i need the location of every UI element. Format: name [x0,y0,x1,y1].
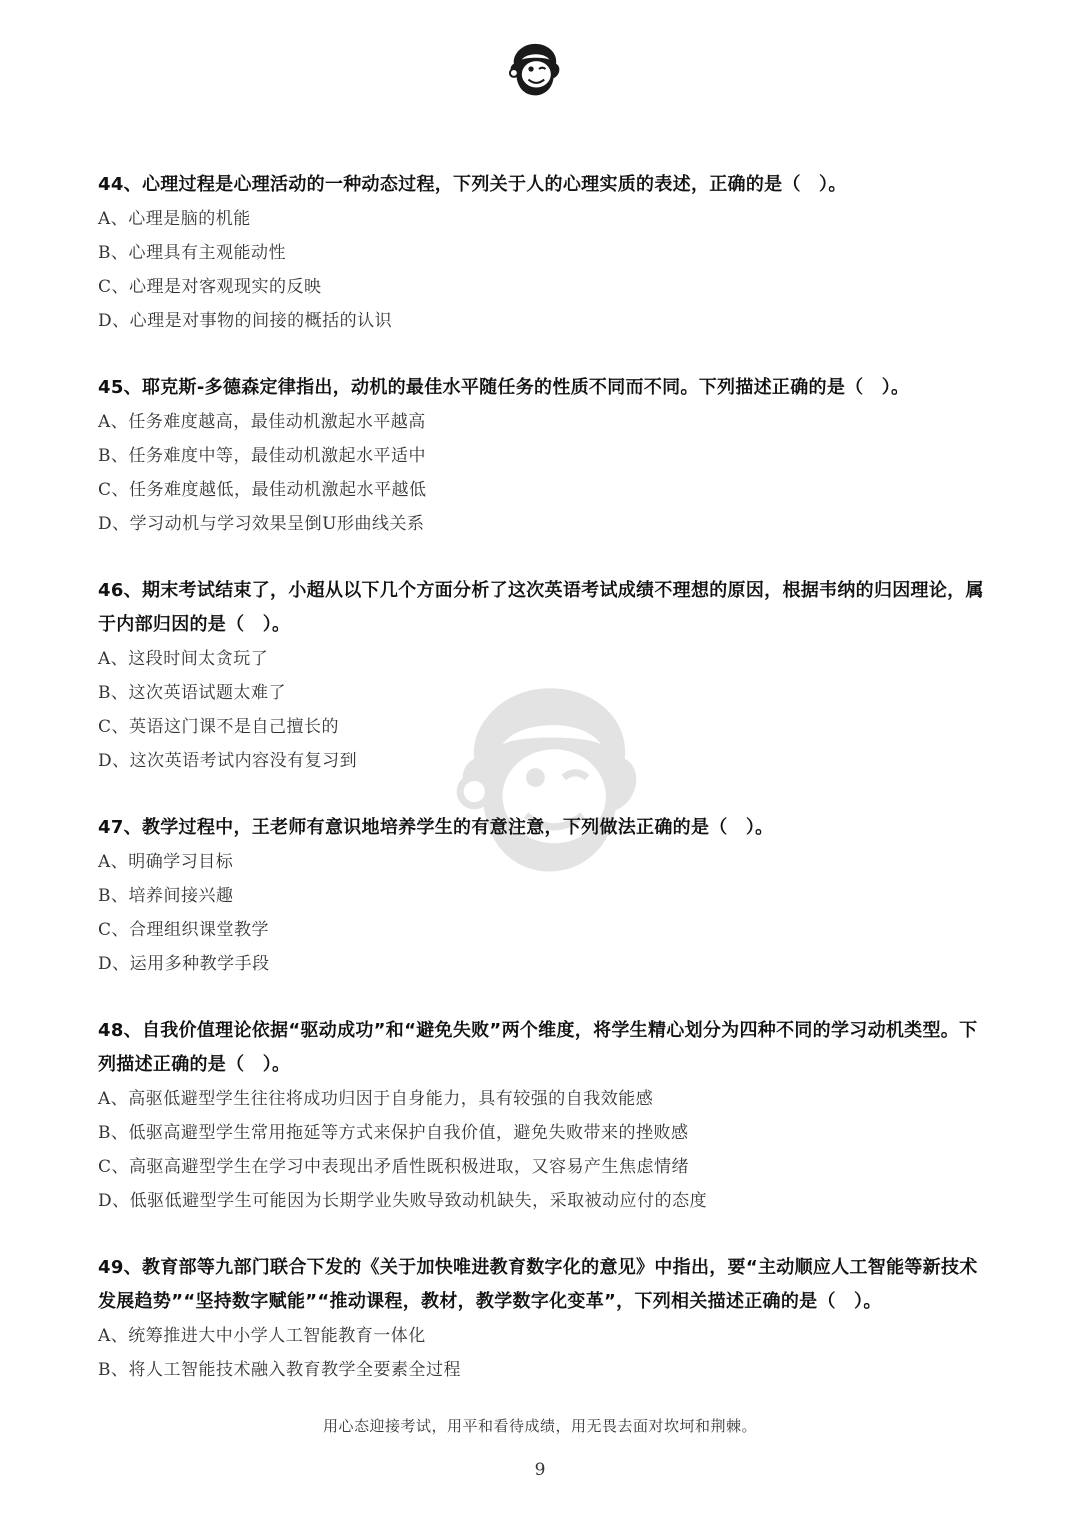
option-list [98,1319,988,1387]
option-list [98,202,988,338]
option-a: A、高驱低避型学生往往将成功归因于自身能力，具有较强的自我效能感 [98,1089,654,1109]
option-c: C、心理是对客观现实的反映 [98,277,322,297]
option-list [98,405,988,541]
option-c: C、英语这门课不是自己擅长的 [98,717,340,737]
monkey-mascot-icon [502,36,568,102]
option-c: C、高驱高避型学生在学习中表现出矛盾性既积极进取，又容易产生焦虑情绪 [98,1157,690,1177]
page-number: 9 [534,1460,546,1480]
option-list [98,1082,988,1218]
option-d: D、低驱低避型学生可能因为长期学业失败导致动机缺失，采取被动应付的态度 [98,1191,708,1211]
question-49 [98,1251,988,1387]
option-b: B、心理具有主观能动性 [98,243,286,263]
question-stem: 49、教育部等九部门联合下发的《关于加快唯进教育数字化的意见》中指出，要“主动顺应人工智能等新技术发展趋势”“坚持数字赋能”“推动课程，教材，教学数字化变革”，下列相关描述正确的是（ ）。 [98,1257,978,1312]
option-a: A、任务难度越高，最佳动机激起水平越高 [98,412,426,432]
option-c: C、合理组织课堂教学 [98,920,270,940]
option-list [98,642,988,778]
question-45 [98,371,988,541]
question-44 [98,168,988,338]
question-48 [98,1014,988,1218]
option-b: B、培养间接兴趣 [98,886,234,906]
option-b: B、低驱高避型学生常用拖延等方式来保护自我价值，避免失败带来的挫败感 [98,1123,689,1143]
option-a: A、明确学习目标 [98,852,234,872]
question-stem: 46、期末考试结束了，小超从以下几个方面分析了这次英语考试成绩不理想的原因，根据韦纳的归因理论，属于内部归因的是（ ）。 [98,580,984,635]
question-stem: 48、自我价值理论依据“驱动成功”和“避免失败”两个维度，将学生精心划分为四种不同的学习动机类型。下列描述正确的是（ ）。 [98,1020,978,1075]
option-a: A、这段时间太贪玩了 [98,649,269,669]
question-stem: 45、耶克斯-多德森定律指出，动机的最佳水平随任务的性质不同而不同。下列描述正确的是（ ）。 [98,377,910,398]
option-d: D、这次英语考试内容没有复习到 [98,751,358,771]
option-a: A、统筹推进大中小学人工智能教育一体化 [98,1326,426,1346]
option-list [98,845,988,981]
option-b: B、将人工智能技术融入教育教学全要素全过程 [98,1360,461,1380]
option-d: D、心理是对事物的间接的概括的认识 [98,311,393,331]
option-c: C、任务难度越低，最佳动机激起水平越低 [98,480,427,500]
option-d: D、运用多种教学手段 [98,954,270,974]
question-stem: 44、心理过程是心理活动的一种动态过程，下列关于人的心理实质的表述，正确的是（ ）。 [98,174,847,195]
option-b: B、任务难度中等，最佳动机激起水平适中 [98,446,426,466]
question-46 [98,574,988,778]
question-stem: 47、教学过程中，王老师有意识地培养学生的有意注意，下列做法正确的是（ ）。 [98,817,774,838]
question-47 [98,811,988,981]
questions-list [98,168,988,1420]
option-d: D、学习动机与学习效果呈倒U形曲线关系 [98,514,425,534]
option-a: A、心理是脑的机能 [98,209,251,229]
footer-motto: 用心态迎接考试，用平和看待成绩，用无畏去面对坎坷和荆棘。 [322,1417,757,1435]
option-b: B、这次英语试题太难了 [98,683,286,703]
